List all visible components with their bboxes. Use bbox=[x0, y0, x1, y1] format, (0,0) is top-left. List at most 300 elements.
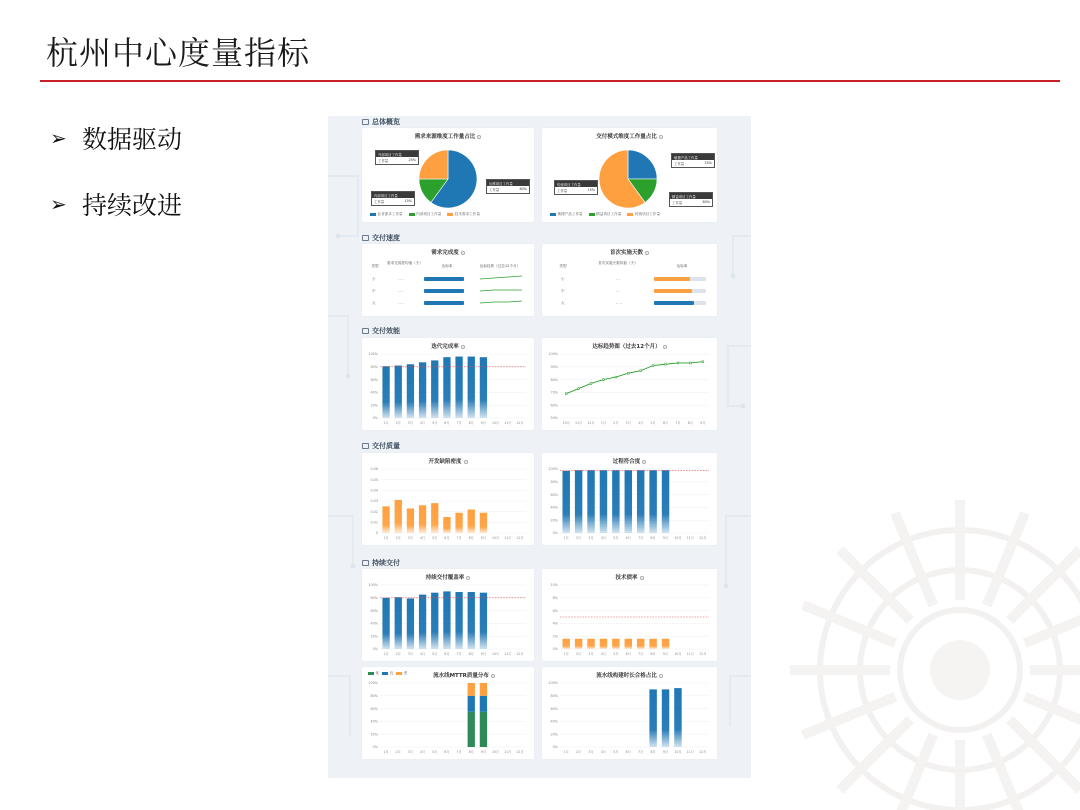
x-tick-label: 6月 bbox=[625, 750, 631, 754]
data-point bbox=[677, 362, 679, 364]
y-tick-label: 4% bbox=[552, 621, 558, 626]
dashboard-screenshot bbox=[328, 116, 751, 778]
bar bbox=[662, 689, 669, 747]
tooltip-head: 内部项目工作量 bbox=[372, 192, 414, 198]
panel-title: 需求来源维度工作量占比 bbox=[362, 132, 534, 140]
x-tick-label: 10月 bbox=[674, 652, 682, 656]
pie-panel-req-source bbox=[362, 128, 534, 222]
pie-tooltip bbox=[554, 180, 598, 195]
table-header: 达标趋势（过去12个月） bbox=[479, 264, 521, 268]
bar bbox=[575, 470, 582, 533]
bar bbox=[419, 362, 426, 418]
y-tick-label: 80% bbox=[550, 480, 558, 484]
bar bbox=[637, 639, 644, 649]
section-continuous bbox=[362, 558, 400, 568]
x-tick-label: 6月 bbox=[444, 652, 450, 656]
y-tick-label: 60% bbox=[550, 706, 558, 711]
bullet-item bbox=[50, 118, 182, 158]
x-tick-label: 3月 bbox=[407, 652, 414, 656]
bar bbox=[625, 639, 632, 649]
stacked-bar-segment bbox=[468, 712, 475, 747]
x-tick-label: 9月 bbox=[480, 536, 487, 540]
pie-chart bbox=[362, 128, 534, 222]
x-tick-label: 4月 bbox=[419, 750, 426, 754]
x-tick-label: 5月 bbox=[650, 421, 656, 425]
section-label: 总体概览 bbox=[372, 118, 400, 126]
x-tick-label: 10月 bbox=[491, 421, 500, 425]
y-tick-label: 0.01 bbox=[370, 520, 378, 525]
y-tick-label: 0% bbox=[552, 647, 558, 652]
bar bbox=[480, 357, 487, 418]
title-divider bbox=[40, 80, 1060, 82]
y-tick-label: 0% bbox=[372, 416, 378, 421]
y-tick-label: 20% bbox=[370, 403, 378, 408]
panel-title: 需求完成度 bbox=[362, 248, 534, 256]
table-cell: 中 bbox=[561, 289, 565, 293]
pie-tooltip bbox=[671, 153, 715, 168]
x-tick-label: 11月 bbox=[504, 652, 512, 656]
pie-tooltip bbox=[669, 192, 713, 207]
x-tick-label: 6月 bbox=[625, 652, 631, 656]
bar bbox=[662, 639, 669, 649]
tooltip-head: 敏捷产品工作量 bbox=[672, 154, 714, 160]
arrow-bullet-icon: ➢ bbox=[50, 126, 67, 150]
bar bbox=[382, 506, 389, 533]
x-tick-label: 6月 bbox=[662, 421, 669, 425]
x-tick-label: 12月 bbox=[699, 536, 707, 540]
table-cell: 小 bbox=[561, 277, 565, 281]
pie-legend bbox=[550, 212, 660, 217]
stacked-bar-segment bbox=[480, 683, 487, 696]
x-tick-label: 2月 bbox=[576, 750, 582, 754]
x-tick-label: 6月 bbox=[444, 536, 450, 540]
bullet-item bbox=[50, 184, 182, 224]
bar bbox=[649, 639, 656, 649]
x-tick-label: 9月 bbox=[662, 652, 669, 656]
panel-title: 达标趋势图（过去12个月） bbox=[542, 342, 717, 350]
data-point bbox=[602, 379, 604, 381]
chart-panel bbox=[362, 569, 534, 661]
y-tick-label: 70% bbox=[550, 390, 558, 395]
bar bbox=[600, 470, 607, 533]
bar-chart bbox=[542, 667, 717, 759]
x-tick-label: 12月 bbox=[516, 421, 524, 425]
y-tick-label: 80% bbox=[370, 596, 378, 600]
y-tick-label: 40% bbox=[550, 719, 558, 724]
table-panel-req-completion bbox=[362, 244, 534, 316]
x-tick-label: 11月 bbox=[504, 750, 512, 754]
x-tick-label: 2月 bbox=[395, 750, 401, 754]
x-tick-label: 2月 bbox=[395, 652, 401, 656]
y-tick-label: 20% bbox=[550, 732, 558, 737]
tooltip-key: 工作量 bbox=[489, 188, 500, 192]
table-header: 类型 bbox=[559, 264, 567, 268]
sparkline bbox=[480, 301, 522, 303]
y-tick-label: 100% bbox=[368, 681, 378, 686]
x-tick-label: 9月 bbox=[662, 536, 669, 540]
section-speed bbox=[362, 233, 400, 243]
x-tick-label: 12月 bbox=[699, 750, 707, 754]
x-tick-label: 5月 bbox=[432, 421, 438, 425]
y-tick-label: 90% bbox=[550, 365, 558, 369]
panel-title: 过程符合度 bbox=[542, 457, 717, 465]
chart-panel bbox=[362, 338, 534, 430]
bar bbox=[587, 639, 594, 649]
pie-panel-delivery-mode bbox=[542, 128, 717, 222]
bar bbox=[575, 639, 582, 649]
data-point bbox=[565, 393, 567, 395]
pie-slice bbox=[419, 150, 448, 179]
legend-item: 良 bbox=[382, 671, 393, 676]
y-tick-label: 60% bbox=[370, 706, 378, 711]
data-point bbox=[640, 370, 642, 372]
x-tick-label: 7月 bbox=[675, 421, 681, 425]
bar bbox=[382, 598, 389, 649]
x-tick-label: 5月 bbox=[432, 652, 438, 656]
section-icon bbox=[362, 560, 369, 566]
bar bbox=[407, 364, 414, 418]
tooltip-value: 60% bbox=[519, 187, 527, 191]
table-panel-first-deploy bbox=[542, 244, 717, 316]
bar bbox=[625, 470, 632, 533]
tooltip-key: 工作量 bbox=[557, 189, 568, 193]
data-point bbox=[702, 361, 704, 363]
x-tick-label: 5月 bbox=[613, 750, 619, 754]
tooltip-key: 工作量 bbox=[378, 159, 389, 163]
bar-chart bbox=[542, 453, 717, 545]
y-tick-label: 40% bbox=[370, 621, 378, 626]
x-tick-label: 2月 bbox=[613, 421, 619, 425]
y-tick-label: 40% bbox=[370, 390, 378, 395]
x-tick-label: 11月 bbox=[575, 421, 583, 425]
y-tick-label: 0% bbox=[372, 745, 378, 750]
pie-slice bbox=[628, 150, 657, 179]
x-tick-label: 12月 bbox=[587, 421, 595, 425]
x-tick-label: 3月 bbox=[588, 536, 594, 540]
bar bbox=[662, 470, 669, 533]
x-tick-label: 2月 bbox=[576, 536, 582, 540]
stacked-bar-segment bbox=[468, 696, 475, 712]
bar-chart bbox=[362, 569, 534, 661]
bar bbox=[395, 500, 402, 533]
x-tick-label: 8月 bbox=[468, 750, 474, 754]
pie-tooltip bbox=[371, 191, 415, 206]
x-tick-label: 7月 bbox=[456, 536, 462, 540]
bar bbox=[612, 470, 619, 533]
bar bbox=[455, 513, 462, 533]
tooltip-value: 15% bbox=[587, 188, 595, 192]
x-tick-label: 4月 bbox=[638, 421, 644, 425]
bar bbox=[407, 508, 414, 533]
x-tick-label: 1月 bbox=[563, 536, 569, 540]
y-tick-label: 50% bbox=[550, 416, 558, 421]
section-quality bbox=[362, 441, 400, 451]
section-icon bbox=[362, 235, 369, 241]
section-label: 持续交付 bbox=[372, 559, 400, 567]
line-chart bbox=[542, 338, 717, 430]
x-tick-label: 11月 bbox=[504, 536, 512, 540]
x-tick-label: 12月 bbox=[516, 536, 524, 540]
table-cell: - - bbox=[616, 277, 620, 281]
section-efficiency bbox=[362, 326, 400, 336]
x-tick-label: 4月 bbox=[419, 421, 426, 425]
x-tick-label: 6月 bbox=[444, 421, 450, 425]
x-tick-label: 8月 bbox=[468, 536, 474, 540]
x-tick-label: 9月 bbox=[700, 421, 706, 425]
x-tick-label: 9月 bbox=[480, 421, 487, 425]
pie-tooltip bbox=[486, 179, 530, 194]
y-tick-label: 40% bbox=[550, 505, 558, 510]
x-tick-label: 3月 bbox=[625, 421, 631, 425]
table-cell: - - - bbox=[398, 289, 405, 293]
x-tick-label: 3月 bbox=[407, 750, 414, 754]
x-tick-label: 8月 bbox=[650, 750, 656, 754]
stacked-bar-segment bbox=[480, 696, 487, 712]
tooltip-key: 工作量 bbox=[374, 200, 385, 204]
bar bbox=[431, 360, 438, 418]
y-tick-label: 6% bbox=[552, 608, 558, 613]
y-tick-label: 100% bbox=[368, 352, 378, 357]
x-tick-label: 10月 bbox=[674, 750, 682, 754]
x-tick-label: 3月 bbox=[588, 652, 594, 656]
table-cell: 中 bbox=[372, 289, 376, 293]
x-tick-label: 7月 bbox=[456, 652, 462, 656]
table-cell: - - - bbox=[616, 301, 623, 305]
x-tick-label: 11月 bbox=[686, 536, 694, 540]
info-icon bbox=[645, 251, 649, 255]
y-tick-label: 60% bbox=[550, 403, 558, 408]
y-tick-label: 80% bbox=[370, 365, 378, 369]
y-tick-label: 10% bbox=[550, 583, 558, 588]
x-tick-label: 1月 bbox=[563, 652, 569, 656]
panel-title: 迭代完成率 bbox=[362, 342, 534, 350]
bar-chart bbox=[362, 338, 534, 430]
tooltip-value: 60% bbox=[702, 200, 710, 204]
y-tick-label: 0.04 bbox=[370, 488, 378, 493]
section-label: 交付质量 bbox=[372, 442, 400, 450]
tooltip-value: 25% bbox=[408, 158, 416, 162]
x-tick-label: 8月 bbox=[687, 421, 693, 425]
legend-item: 业务需求工作量 bbox=[370, 212, 403, 217]
y-tick-label: 0% bbox=[552, 745, 558, 750]
table-cell: 小 bbox=[372, 277, 376, 281]
x-tick-label: 7月 bbox=[638, 536, 644, 540]
table-cell: 大 bbox=[561, 301, 565, 305]
section-label: 交付速度 bbox=[372, 234, 400, 242]
x-tick-label: 1月 bbox=[383, 652, 389, 656]
bar bbox=[468, 592, 475, 649]
tooltip-key: 工作量 bbox=[672, 201, 683, 205]
x-tick-label: 10月 bbox=[491, 750, 500, 754]
section-label: 交付效能 bbox=[372, 327, 400, 335]
bar bbox=[649, 689, 656, 747]
bar bbox=[407, 598, 414, 649]
y-tick-label: 100% bbox=[368, 583, 378, 588]
x-tick-label: 4月 bbox=[600, 652, 607, 656]
section-icon bbox=[362, 328, 369, 334]
x-tick-label: 10月 bbox=[674, 536, 682, 540]
emblem-watermark-icon bbox=[780, 490, 1080, 810]
x-tick-label: 5月 bbox=[613, 652, 619, 656]
y-tick-label: 100% bbox=[548, 352, 558, 357]
y-tick-label: 0% bbox=[372, 647, 378, 652]
trend-sparklines bbox=[362, 244, 534, 316]
arrow-bullet-icon: ➢ bbox=[50, 192, 67, 216]
y-tick-label: 0.02 bbox=[370, 509, 378, 514]
slide-title: 杭州中心度量指标 bbox=[46, 34, 311, 72]
x-tick-label: 6月 bbox=[444, 750, 450, 754]
y-tick-label: 80% bbox=[370, 694, 378, 698]
x-tick-label: 9月 bbox=[480, 652, 487, 656]
bar bbox=[455, 592, 462, 649]
x-tick-label: 11月 bbox=[504, 421, 512, 425]
data-point bbox=[590, 382, 592, 384]
legend-item: 精益项目工作量 bbox=[589, 212, 622, 217]
x-tick-label: 12月 bbox=[516, 750, 524, 754]
tooltip-head: 精益项目工作量 bbox=[670, 193, 712, 199]
bar-chart bbox=[542, 569, 717, 661]
x-tick-label: 9月 bbox=[480, 750, 487, 754]
stacked-bar-segment bbox=[480, 712, 487, 747]
bar bbox=[649, 470, 656, 533]
data-point bbox=[615, 376, 617, 378]
y-tick-label: 60% bbox=[370, 377, 378, 382]
table-cell: 大 bbox=[372, 301, 376, 305]
y-tick-label: 20% bbox=[550, 518, 558, 523]
x-tick-label: 5月 bbox=[613, 536, 619, 540]
bar bbox=[562, 471, 569, 533]
data-point bbox=[689, 362, 691, 364]
data-point bbox=[652, 365, 654, 367]
tooltip-head: 运维项目工作量 bbox=[487, 180, 529, 186]
bar bbox=[431, 593, 438, 649]
x-tick-label: 4月 bbox=[419, 536, 426, 540]
x-tick-label: 12月 bbox=[699, 652, 707, 656]
x-tick-label: 10月 bbox=[491, 652, 500, 656]
rate-bar bbox=[654, 277, 690, 281]
rate-bar bbox=[654, 301, 694, 305]
x-tick-label: 5月 bbox=[432, 750, 438, 754]
tooltip-value: 15% bbox=[404, 199, 412, 203]
bar bbox=[562, 639, 569, 649]
tooltip-head: 外部项目工作量 bbox=[376, 151, 418, 157]
bar bbox=[382, 366, 389, 418]
y-tick-label: 40% bbox=[370, 719, 378, 724]
bar bbox=[443, 357, 450, 418]
data-point bbox=[627, 372, 629, 374]
legend-item: 技术需求工作量 bbox=[447, 212, 480, 217]
table-header: 首次实施天数均值（天） bbox=[598, 261, 638, 265]
bullet-label: 数据驱动 bbox=[82, 125, 183, 154]
bar bbox=[587, 470, 594, 533]
tooltip-value: 25% bbox=[704, 161, 712, 165]
x-tick-label: 11月 bbox=[686, 652, 694, 656]
bar bbox=[419, 595, 426, 649]
panel-title: 技术债率 bbox=[542, 573, 717, 581]
chart-panel bbox=[542, 667, 717, 759]
x-tick-label: 8月 bbox=[650, 536, 656, 540]
x-tick-label: 3月 bbox=[588, 750, 594, 754]
table-header: 达标率 bbox=[441, 264, 453, 268]
x-tick-label: 7月 bbox=[638, 750, 644, 754]
x-tick-label: 1月 bbox=[383, 750, 389, 754]
sparkline bbox=[480, 276, 522, 279]
bar bbox=[443, 517, 450, 533]
x-tick-label: 1月 bbox=[383, 536, 389, 540]
x-tick-label: 11月 bbox=[686, 750, 694, 754]
sparkline bbox=[480, 290, 522, 291]
x-tick-label: 1月 bbox=[600, 421, 607, 425]
bullet-label: 持续改进 bbox=[82, 191, 183, 220]
tooltip-head: 传统项目工作量 bbox=[555, 181, 597, 187]
stacked-bar-chart bbox=[362, 667, 534, 759]
bar bbox=[443, 591, 450, 649]
bar bbox=[431, 503, 438, 533]
y-tick-label: 100% bbox=[548, 681, 558, 686]
x-tick-label: 7月 bbox=[456, 421, 462, 425]
stacked-bar-segment bbox=[468, 683, 475, 696]
table-header: 类型 bbox=[371, 264, 379, 268]
y-tick-label: 0 bbox=[375, 531, 378, 536]
data-point bbox=[665, 363, 667, 365]
panel-title: 持续交付覆盖率 bbox=[362, 573, 534, 581]
x-tick-label: 1月 bbox=[383, 421, 389, 425]
x-tick-label: 2月 bbox=[395, 536, 401, 540]
bar bbox=[600, 639, 607, 649]
chart-panel bbox=[542, 569, 717, 661]
x-tick-label: 2月 bbox=[395, 421, 401, 425]
bar bbox=[395, 366, 402, 418]
y-tick-label: 20% bbox=[370, 634, 378, 639]
panel-title: 流水线构建时长合格占比 bbox=[542, 671, 717, 679]
y-tick-label: 0.06 bbox=[370, 467, 378, 472]
x-tick-label: 8月 bbox=[468, 652, 474, 656]
pie-legend bbox=[370, 212, 480, 217]
y-tick-label: 2% bbox=[552, 634, 558, 639]
section-icon bbox=[362, 119, 369, 125]
bar bbox=[637, 470, 644, 533]
legend-item: 敏捷产品工作量 bbox=[550, 212, 583, 217]
pie-tooltip bbox=[375, 150, 419, 165]
y-tick-label: 0.05 bbox=[370, 477, 378, 482]
bar bbox=[395, 597, 402, 649]
bar bbox=[480, 593, 487, 649]
x-tick-label: 2月 bbox=[576, 652, 582, 656]
panel-title: 首次实施天数 bbox=[542, 248, 717, 256]
y-tick-label: 80% bbox=[550, 694, 558, 698]
x-tick-label: 5月 bbox=[432, 536, 438, 540]
chart-panel bbox=[542, 453, 717, 545]
section-overview bbox=[362, 117, 400, 127]
y-tick-label: 0% bbox=[552, 531, 558, 536]
y-tick-label: 8% bbox=[552, 596, 558, 600]
bar bbox=[674, 688, 681, 747]
table-header: 需求完成度均值（天） bbox=[387, 261, 423, 265]
tooltip-key: 工作量 bbox=[674, 162, 685, 166]
y-tick-label: 20% bbox=[370, 732, 378, 737]
bar bbox=[468, 510, 475, 533]
chart-panel bbox=[542, 338, 717, 430]
x-tick-label: 3月 bbox=[407, 421, 414, 425]
bar bbox=[468, 357, 475, 418]
legend-item: 内部项目工作量 bbox=[409, 212, 442, 217]
bar bbox=[419, 505, 426, 533]
x-tick-label: 7月 bbox=[456, 750, 462, 754]
legend-item: 传统项目工作量 bbox=[627, 212, 660, 217]
rate-bar bbox=[654, 289, 692, 293]
bar bbox=[455, 357, 462, 418]
panel-title: 开发缺陷密度 bbox=[362, 457, 534, 465]
